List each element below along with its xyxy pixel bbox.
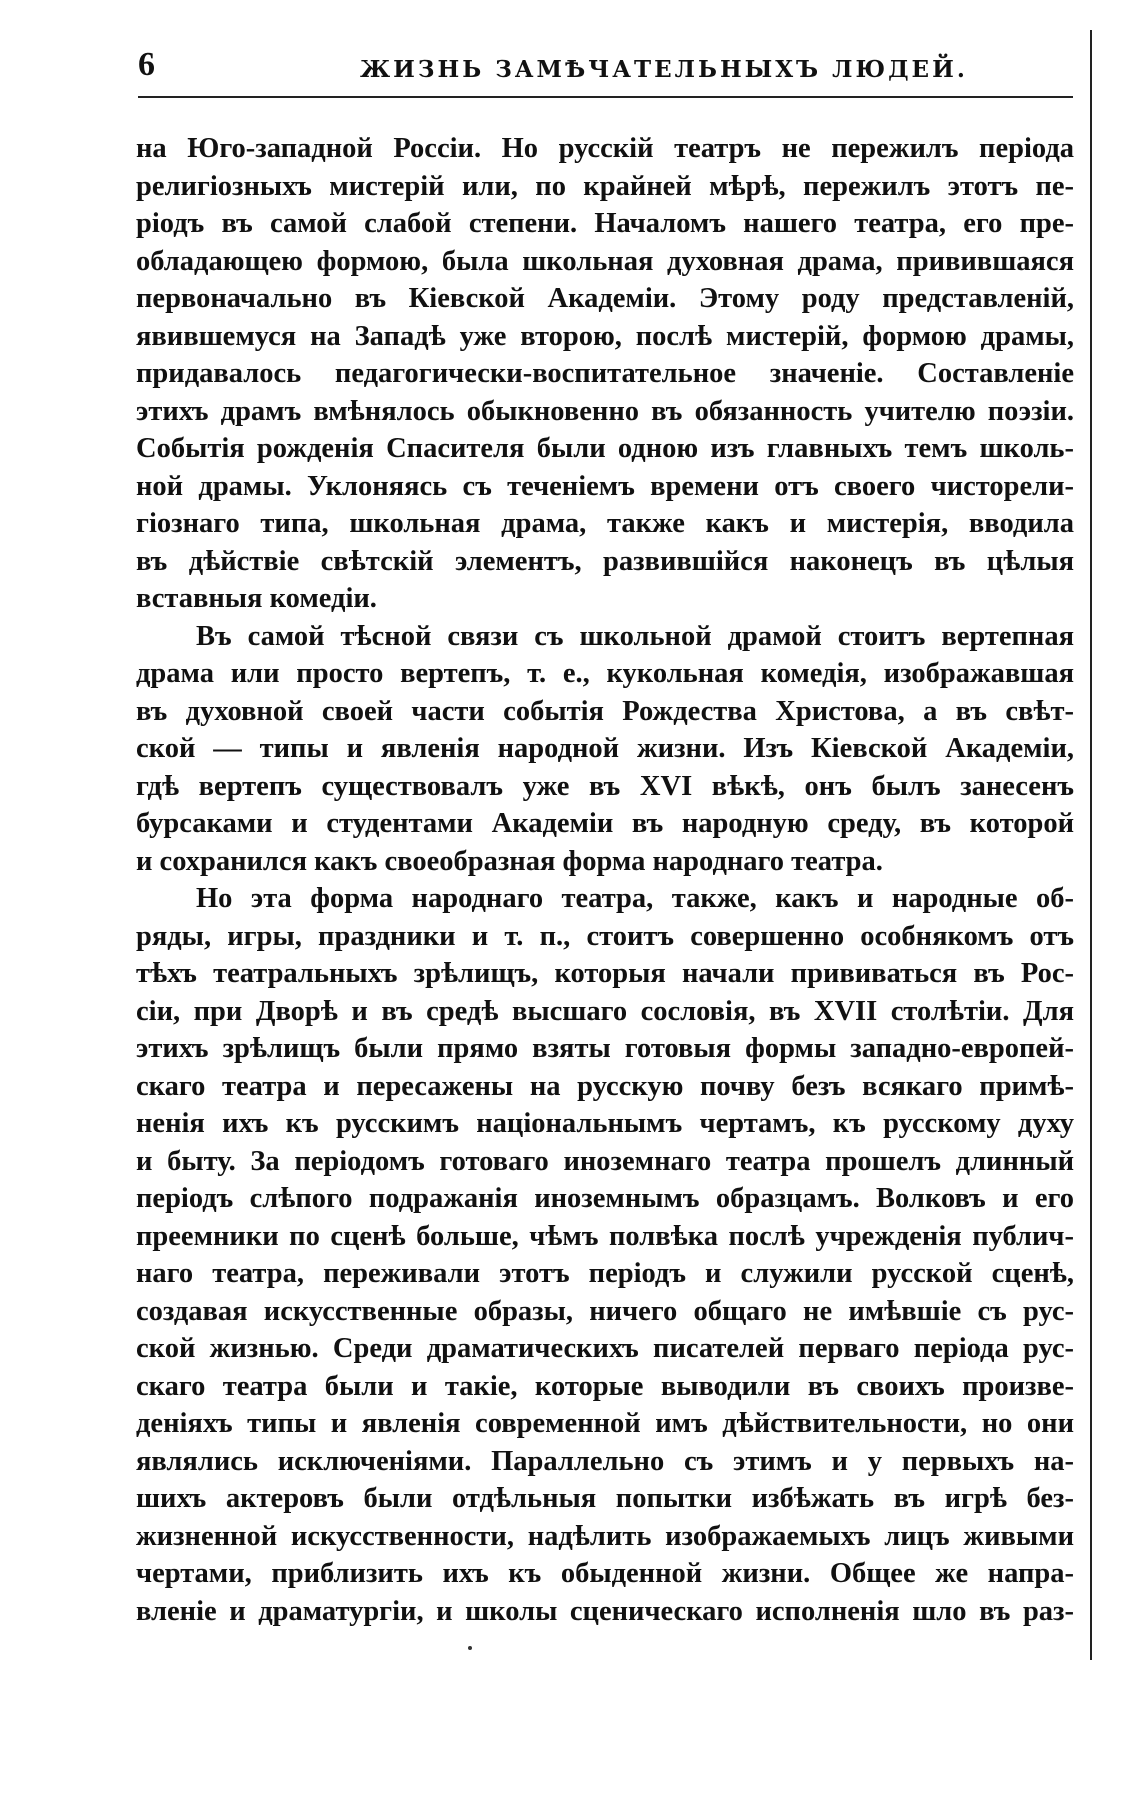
text-line: въ дѣйствіе свѣтскій элементъ, развившійся наконецъ въ цѣлыя <box>136 545 1074 577</box>
text-line: являлись исключеніями. Параллельно съ этимъ и у первыхъ на- <box>136 1445 1074 1477</box>
text-line: чертами, приблизить ихъ къ обыденной жизни. Общее же напра- <box>136 1558 1074 1589</box>
body-text <box>136 130 1074 1630</box>
text-line: первоначально въ Кіевской Академіи. Этому роду представленій, <box>136 283 1074 314</box>
text-line: жизненной искусственности, надѣлить изображаемыхъ лицъ живыми <box>136 1520 1074 1552</box>
header-rule <box>138 96 1073 98</box>
text-line: ріодъ въ самой слабой степени. Началомъ нашего театра, его пре- <box>136 208 1074 239</box>
text-line: драма или просто вертепъ, т. е., кукольная комедія, изображавшая <box>136 658 1074 689</box>
text-line: этихъ зрѣлищъ были прямо взяты готовыя формы западно-европей- <box>136 1033 1074 1064</box>
text-line: скаго театра и пересажены на русскую почву безъ всякаго примѣ- <box>136 1070 1074 1102</box>
text-line: вленіе и драматургіи, и школы сценическаго исполненія шло въ раз- <box>136 1595 1074 1627</box>
text-line: ненія ихъ къ русскимъ національнымъ чертамъ, къ русскому духу <box>136 1108 1074 1139</box>
text-line: религіозныхъ мистерій или, по крайней мѣрѣ, пережилъ этотъ пе- <box>136 170 1074 202</box>
text-line: Событія рожденія Спасителя были одною изъ главныхъ темъ школь- <box>136 433 1074 464</box>
running-title: ЖИЗНЬ ЗАМѢЧАТЕЛЬНЫХЪ ЛЮДЕЙ. <box>360 56 968 83</box>
text-line: вставныя комедіи. <box>136 583 377 614</box>
text-line: ной драмы. Уклоняясь съ теченіемъ времени отъ своего чисторели- <box>136 470 1074 502</box>
text-line: гіознаго типа, школьная драма, также какъ и мистерія, вводила <box>136 508 1074 539</box>
page-edge-rule <box>1090 30 1092 1660</box>
ink-speck <box>468 1646 472 1650</box>
text-line: этихъ драмъ вмѣнялось обыкновенно въ обязанность учителю поэзіи. <box>136 395 1074 427</box>
text-line: сіи, при Дворѣ и въ средѣ высшаго сословія, въ XVII столѣтіи. Для <box>136 995 1074 1027</box>
paragraph-1 <box>136 130 1074 618</box>
text-line: ской — типы и явленія народной жизни. Изъ Кіевской Академіи, <box>136 733 1074 764</box>
text-line: періодъ слѣпого подражанія иноземнымъ образцамъ. Волковъ и его <box>136 1183 1074 1214</box>
paragraph-2 <box>136 618 1074 881</box>
text-line: ряды, игры, праздники и т. п., стоитъ совершенно особнякомъ отъ <box>136 920 1074 952</box>
text-line: Въ самой тѣсной связи съ школьной драмой стоитъ вертепная <box>196 620 1074 652</box>
text-line: и сохранился какъ своеобразная форма народнаго театра. <box>136 845 883 877</box>
paragraph-3 <box>136 880 1074 1630</box>
text-line: преемники по сценѣ больше, чѣмъ полвѣка послѣ учрежденія публич- <box>136 1220 1074 1252</box>
text-line: наго театра, переживали этотъ періодъ и служили русской сценѣ, <box>136 1258 1074 1289</box>
page-number: 6 <box>138 46 156 83</box>
text-line: создавая искусственные образы, ничего общаго не имѣвшіе съ рус- <box>136 1295 1074 1327</box>
text-line: тѣхъ театральныхъ зрѣлищъ, которыя начали прививаться въ Рос- <box>136 958 1074 989</box>
text-line: на Юго-западной Россіи. Но русскій театръ не пережилъ періода <box>136 133 1074 164</box>
text-line: шихъ актеровъ были отдѣльныя попытки избѣжать въ игрѣ без- <box>136 1483 1074 1514</box>
text-line: скаго театра были и такіе, которые выводили въ своихъ произве- <box>136 1370 1074 1402</box>
text-line: обладающею формою, была школьная духовная драма, привившаяся <box>136 245 1074 277</box>
text-line: Но эта форма народнаго театра, также, какъ и народные об- <box>196 883 1074 914</box>
text-line: въ духовной своей части событія Рождества Христова, а въ свѣт- <box>136 695 1074 727</box>
page-header <box>138 46 1073 92</box>
text-line: бурсаками и студентами Академіи въ народную среду, въ которой <box>136 808 1074 839</box>
text-line: и быту. За періодомъ готоваго иноземнаго театра прошелъ длинный <box>136 1145 1074 1177</box>
text-line: деніяхъ типы и явленія современной имъ дѣйствительности, но они <box>136 1408 1074 1439</box>
text-line: ской жизнью. Среди драматическихъ писателей перваго періода рус- <box>136 1333 1074 1364</box>
text-line: явившемуся на Западѣ уже второю, послѣ мистерій, формою драмы, <box>136 320 1074 352</box>
text-line: гдѣ вертепъ существовалъ уже въ XVI вѣкѣ, онъ былъ занесенъ <box>136 770 1074 802</box>
text-line: придавалось педагогически-воспитательное значеніе. Составленіе <box>136 358 1074 389</box>
